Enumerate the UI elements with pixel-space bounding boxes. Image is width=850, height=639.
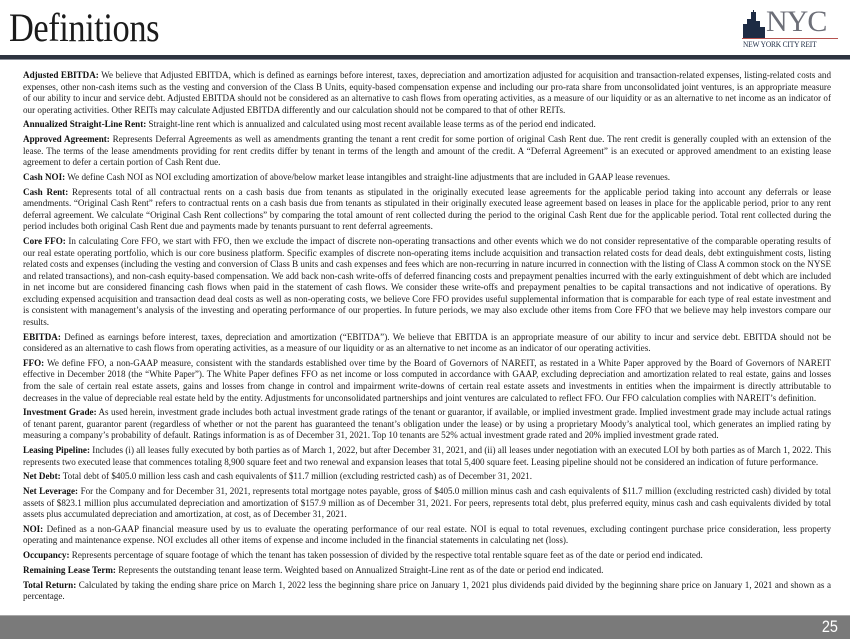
definition-term: Remaining Lease Term:: [23, 564, 116, 575]
definition-text: We define Cash NOI as NOI excluding amortization of above/below market lease intangibles and straight-line adjustments that are included in GAAP lease revenues.: [65, 171, 671, 182]
definition-text: Total debt of $405.0 million less cash and cash equivalents of $11.7 million (excluding restricted cash) as of December 31, 2021.: [60, 471, 532, 482]
definition-term: Core FFO:: [23, 236, 66, 247]
definition-term: EBITDA:: [23, 331, 61, 342]
definition-leasing-pipeline: [23, 445, 831, 468]
definition-text: We believe that Adjusted EBITDA, which is defined as earnings before interest, taxes, depreciation and amortization adjusted for acquisition and transaction-related expenses, listing-related costs and expenses, other non-cash items such as the vesting and conversion of the Class B Units, equity-based compensation expense and including our pro-rata share from unconsolidated joint ventures, is an appropriate measure of our ability to incur and service debt. Adjusted EBITDA should not be considered as an alternative to cash flows from operating activities, as a measure of our liquidity or as an alternative to net income as an indicator of our operating activities. Other REITs may calculate Adjusted EBITDA differently and our calculation should not be compared to that of other REITs.: [23, 70, 831, 115]
definition-total-return: [23, 580, 831, 603]
definition-term: FFO:: [23, 357, 45, 368]
logo-divider: [742, 38, 838, 39]
definition-annualized-straight-line-rent: [23, 119, 831, 131]
footer-bar: [0, 615, 850, 639]
definition-text: Represents the outstanding tenant lease term. Weighted based on Annualized Straight-Line rent as of the date or period end indicated.: [115, 564, 604, 575]
definition-net-leverage: [23, 486, 831, 521]
definition-term: Adjusted EBITDA:: [23, 70, 99, 80]
definition-ffo: [23, 358, 831, 404]
definition-term: Leasing Pipeline:: [23, 445, 90, 456]
definition-cash-noi: [23, 172, 831, 184]
definition-term: Annualized Straight-Line Rent:: [23, 119, 147, 130]
definition-text: Defined as a non-GAAP financial measure used by us to evaluate the operating performance of our real estate. NOI is equal to total revenues, excluding contingent purchase price consideration, less property operating and maintenance expense. NOI excludes all other items of expense and income included in the financial statements in calculating net (loss).: [23, 523, 831, 546]
slide-header: [0, 0, 850, 60]
definition-term: Occupancy:: [23, 550, 70, 561]
definition-text: Defined as earnings before interest, taxes, depreciation and amortization (“EBITDA”). We believe that EBITDA is an appropriate measure of our ability to incur and service debt. EBITDA should not be considered as an alternative to cash flows from operating activities, as a measure of our liquidity or as an alternative to net income as an indicator of our operating activities.: [23, 331, 831, 354]
definition-adjusted-ebitda: [23, 70, 831, 116]
definition-ebitda: [23, 332, 831, 355]
company-logo: [742, 5, 840, 50]
definition-term: Total Return:: [23, 579, 77, 590]
definition-net-debt: [23, 471, 831, 483]
definition-term: Cash Rent:: [23, 186, 69, 197]
skyline-icon: [742, 10, 766, 38]
definition-term: NOI:: [23, 523, 44, 534]
definition-cash-rent: [23, 187, 831, 233]
definition-occupancy: [23, 550, 831, 562]
definition-core-ffo: [23, 236, 831, 328]
header-divider-shadow: [0, 59, 850, 60]
definition-text: Represents total of all contractual rents on a cash basis due from tenants as stipulated in the originally executed lease agreements for the applicable period taking into account any deferrals or lease amendments. “Original Cash Rent” refers to contractual rents on a cash basis due from tenants as stipulated in their originally executed lease agreement based on leases in place for the applicable period, prior to any rent deferral agreement. We calculate “Original Cash Rent collections” by comparing the total amount of rent collected during the period to the original Cash Rent due for the applicable period. Total rent collected during the period includes both original Cash Rent due and payments made by tenants pursuant to rent deferral agreements.: [23, 186, 832, 232]
definition-text: We define FFO, a non-GAAP measure, consistent with the standards established over time by the Board of Governors of NAREIT, as restated in a White Paper approved by the Board of Governors of NAREIT effective in December 2018 (the “White Paper”). The White Paper defines FFO as net income or loss computed in accordance with GAAP, excluding depreciation and amortization related to real estate, gains and losses from the sale of certain real estate assets, gains and losses from change in control and impairment write-downs of certain real estate assets and investments in entities when the impairment is directly attributable to decreases in the value of depreciable real estate held by the entity. Adjustments for unconsolidated partnerships and joint ventures are calculated to reflect FFO. Our FFO calculation complies with NAREIT’s definition.: [23, 357, 831, 403]
definition-remaining-lease-term: [23, 565, 831, 577]
definition-text: Includes (i) all leases fully executed by both parties as of March 1, 2022, but after December 31, 2021, and (ii) all leases under negotiation with an executed LOI by both parties as of March 1, 2022. This represents two executed lease that commences totaling 8,900 square feet and two renewal and expansion leases that total 5,400 square feet. Leasing pipeline should not be considered an indication of future performance.: [23, 445, 831, 467]
definition-term: Net Leverage:: [23, 486, 79, 497]
definition-text: Straight-line rent which is annualized and calculated using most recent available lease terms as of the period end indicated.: [146, 119, 596, 130]
definition-text: Represents percentage of square footage of which the tenant has taken possession of divided by the respective total rentable square feet as of the date or period end indicated.: [69, 550, 703, 561]
definition-text: Calculated by taking the ending share price on March 1, 2022 less the beginning share price on January 1, 2021 plus dividends paid divided by the beginning share price on January 1, 2021 and shown as a percentage.: [23, 579, 831, 602]
logo-subtitle: NEW YORK CITY REIT: [743, 40, 817, 49]
definition-text: For the Company and for December 31, 2021, represents total mortgage notes payable, gross of $405.0 million minus cash and cash equivalents of $11.7 million (excluding restricted cash) divided by total assets of $823.1 million plus accumulated depreciation and amortization of $157.9 million as of December 31, 2021. For peers, represents total debt, plus preferred equity, minus cash and cash equivalents divided by total assets plus accumulated depreciation and amortization, at cost, as of December 31, 2021.: [23, 486, 831, 520]
definition-approved-agreement: [23, 134, 831, 169]
definition-investment-grade: [23, 407, 831, 442]
page-number: 25: [821, 617, 838, 636]
definition-term: Approved Agreement:: [23, 134, 110, 145]
definition-term: Cash NOI:: [23, 171, 66, 182]
definition-text: As used herein, investment grade includes both actual investment grade ratings of the tenant or guarantor, if available, or implied investment grade. Implied investment grade may include actual ratings of tenant parent, guarantor parent (regardless of whether or not the parent has guaranteed the tenant’s obligation under the lease) or by using a proprietary Moody’s analytical tool, which generates an implied rating by measuring a company’s probability of default. Ratings information is as of December 31, 2021. Top 10 tenants are 52% actual investment grade rated and 20% implied investment grade rated.: [23, 407, 831, 441]
logo-wordmark: NYC: [766, 5, 827, 38]
page-title: Definitions: [9, 5, 160, 50]
definition-noi: [23, 524, 831, 547]
definitions-list: [23, 70, 831, 606]
definition-term: Investment Grade:: [23, 407, 97, 418]
definition-text: In calculating Core FFO, we start with FFO, then we exclude the impact of discrete non-operating transactions and other events which we do not consider representative of the comparable operating results of our real estate operating portfolio, which is our core business platform. Specific examples of discrete non-operating items include acquisition and transaction related costs for dead deals, debt extinguishment costs, listing related costs and expenses (including the vesting and conversion of Class B units and cash expenses and fees which are non-recurring in nature incurred in connection with the listing of Class A common stock on the NYSE and related transactions), and non-cash equity-based compensation. We add back non-cash write-offs of deferred financing costs and prepayment penalties incurred with the early extinguishment of debt which are included in net income but are considered financing cash flows when paid in the statement of cash flows. We consider these write-offs and prepayment penalties to be capital transactions and not indicative of operations. By excluding expensed acquisition and transaction dead deal costs as well as non-operating costs, we believe Core FFO provides useful supplemental information that is comparable for each type of real estate investment and is consistent with management’s analysis of the investing and operating performance of our properties. In future periods, we may also exclude other items from Core FFO that we believe may help investors compare our results.: [23, 236, 831, 327]
definition-text: Represents Deferral Agreements as well as amendments granting the tenant a rent credit for some portion of original Cash Rent due. The rent credit is generally coupled with an extension of the lease. The terms of the lease amendments providing for rent credits differ by tenant in terms of the length and amount of the credit. A “Deferral Agreement” is an executed or approved amendment to an existing lease agreement to defer a certain portion of Cash Rent due.: [23, 134, 831, 168]
definition-term: Net Debt:: [23, 471, 61, 482]
